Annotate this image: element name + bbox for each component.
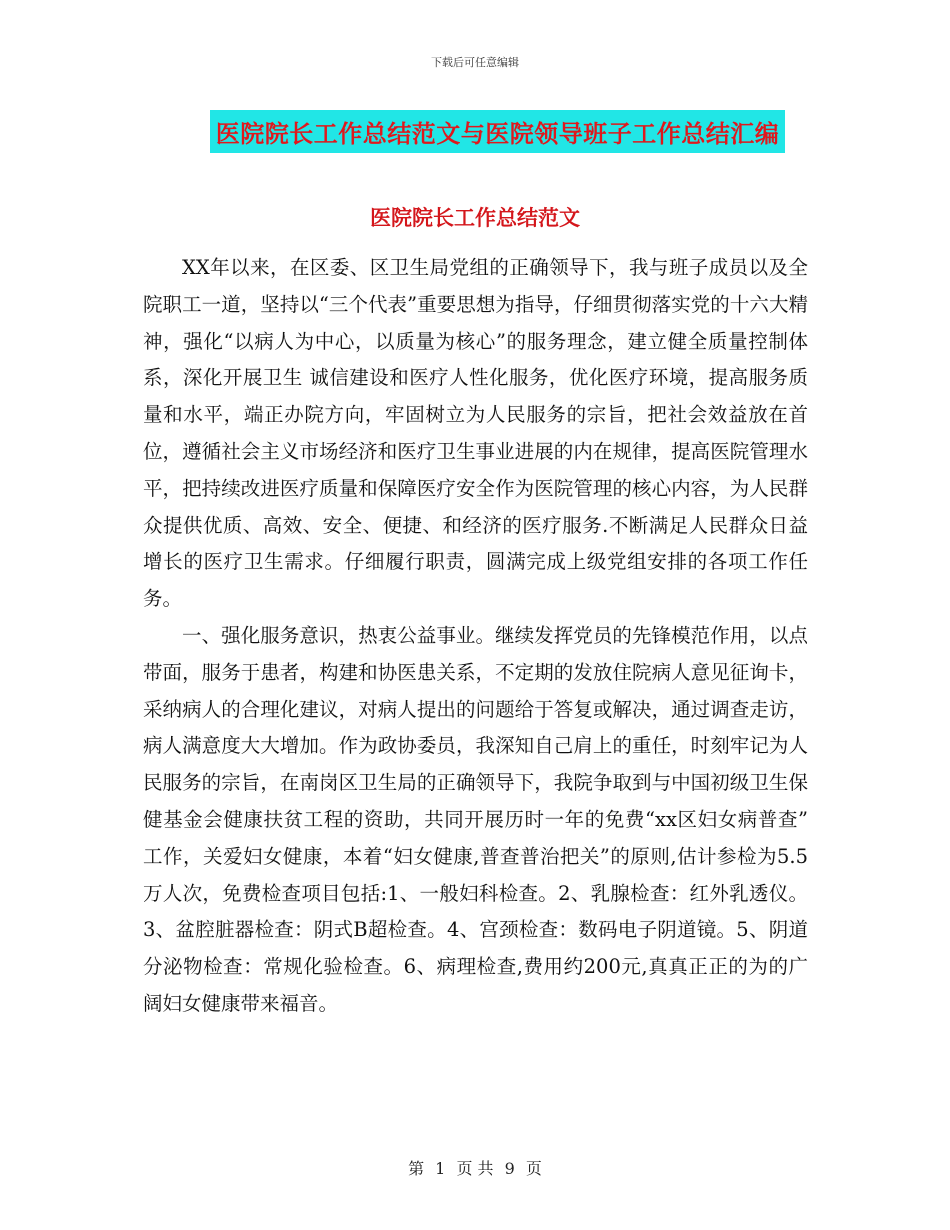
total-page-count: 9	[504, 1159, 515, 1178]
current-page-number: 1	[435, 1159, 446, 1178]
page-footer	[0, 1156, 950, 1179]
paragraph-section-1: 一、强化服务意识，热衷公益事业。继续发挥党员的先锋模范作用，以点带面，服务于患者，构建和协医患关系，不定期的发放住院病人意见征询卡，采纳病人的合理化建议，对病人提出的问题给于答复或解决，通过调查走访，病人满意度大大增加。作为政协委员，我深知自己肩上的重任，时刻牢记为人民服务的宗旨，在南岗区卫生局的正确领导下，我院争取到与中国初级卫生保健基金会健康扶贫工程的资助，共同开展历时一年的免费“xx区妇女病普查” 工作，关爱妇女健康，本着“妇女健康,普查普治把关”的原则,估计参检为5.5万人次，免费检查项目包括:1、一般妇科检查。2、乳腺检查：红外乳透仪。 3、盆腔脏器检查：阴式B超检查。4、宫颈检查：数码电子阴道镜。5、阴道分泌物检查：常规化验检查。6、病理检查,费用约200元,真真正正的为的广阔妇女健康带来福音。	[143, 623, 808, 1015]
main-title-container	[0, 110, 950, 153]
main-title: 医院院长工作总结范文与医院领导班子工作总结汇编	[210, 110, 786, 153]
footer-mid: 页 共	[456, 1159, 494, 1178]
header-note: 下载后可任意编辑	[431, 56, 519, 69]
footer-suffix: 页	[525, 1159, 542, 1178]
sub-title: 医院院长工作总结范文	[370, 206, 580, 230]
paragraph-intro: XX年以来，在区委、区卫生局党组的正确领导下，我与班子成员以及全院职工一道，坚持以“三个代表”重要思想为指导，仔细贯彻落实党的十六大精神，强化“以病人为中心，以质量为核心”的服务理念，建立健全质量控制体系，深化开展卫生 诚信建设和医疗人性化服务，优化医疗环境，提高服务质量和水平，端正办院方向，牢固树立为人民服务的宗旨，把社会效益放在首位，遵循社会主义市场经济和医疗卫生事业进展的内在规律，提高医院管理水平，把持续改进医疗质量和保障医疗安全作为医院管理的核心内容，为人民群众提供优质、高效、安全、便捷、和经济的医疗服务.不断满足人民群众日益增长的医疗卫生需求。仔细履行职责，圆满完成上级党组安排的各项工作任务。	[143, 256, 808, 611]
document-body	[143, 250, 808, 1023]
footer-prefix: 第	[408, 1159, 425, 1178]
